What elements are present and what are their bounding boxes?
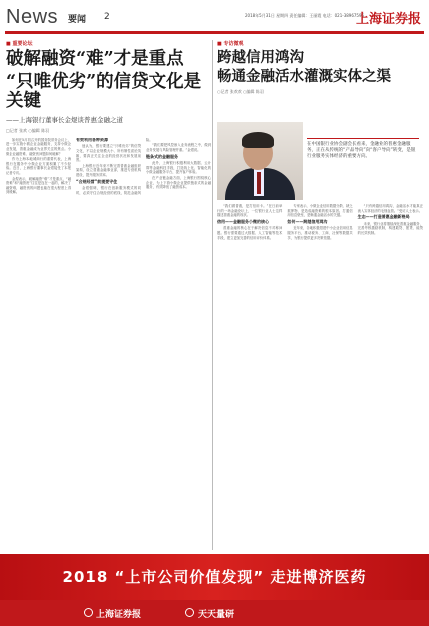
paragraph: 普惠金融的核心在于解决信息不对称问题。银行需要通过大数据、人工智能等技术手段，建立更加完善的信用评价体系。: [217, 226, 283, 240]
portrait-photo: [217, 122, 303, 200]
advert-banner[interactable]: [0, 554, 429, 600]
paragraph: 如何在5月初召开的国务院常务会议上，进一步实施小微企业金融服务，支持小微企业发展，普惠金融成为业界关注的焦点。小微企业融资难、融资贵问题如何破解？: [6, 137, 71, 156]
paragraph: 作为上海本地城商行的重要代表，上海银行在服务中小微企业方面积累了不少经验。近日，上海银行董事长金煜接受了本报记者专访。: [6, 157, 71, 175]
paragraph: “只有跨越信用鸿沟，金融活水才能真正流入实体经济的毛细血管。”受访人士表示。: [357, 204, 423, 213]
left-subtitle: ——上海银行董事长金煜谈普惠金融之道: [6, 115, 123, 124]
right-headline-line1: 跨越信用鸿沟: [217, 49, 304, 66]
right-article-body: [217, 204, 423, 550]
right-byline: ○记者 张欢欢 ○编辑 陈羽: [217, 89, 264, 95]
paragraph: 未来，银行业将继续深化普惠金融服务，完善考核激励机制，构建敢贷、愿贷、能贷的长效机制。: [357, 221, 423, 235]
left-article-body: [6, 138, 211, 558]
subheading: 链条式的金融服务: [146, 153, 178, 159]
column-divider: [212, 40, 213, 550]
banner-text: 2018 “上市公司价值发现” 走进博济医药: [62, 568, 367, 586]
left-article-tag: ■ 重要论坛: [6, 40, 211, 47]
paragraph: 近年来，各地积极搭建中小企业信用信息服务平台，推动税务、工商、社保等数据共享，为银行提供更多决策依据。: [287, 226, 353, 240]
section-word: News: [6, 6, 59, 28]
right-article: [217, 40, 423, 550]
header-rule: [5, 31, 424, 34]
page-header: [0, 0, 429, 34]
paragraph: 他认为，银行要建立“只唯优劣”的信贷文化，不以企业规模大小、所有制性质论英雄，要真正关注企业的经营状况和发展前景。: [76, 144, 141, 163]
newspaper-logo: 上海证券报: [355, 12, 421, 27]
footer-logo-right: 天天量研: [198, 610, 235, 620]
paragraph: “我们要把风控嵌入业务流程之中，做到业务发展与风险管理并重。”金煜说。: [146, 143, 211, 152]
pull-quote: 在中国银行业协会副会长看来，金融业的普惠金融服务，正在从传统的“产品导向”向“客户导向”转变，是银行业服务实体经济的重要方向。: [307, 138, 419, 160]
issue-info: 2018年5月31日 星期四 责任编辑：王丽霞 电话：021-38967596: [245, 13, 365, 18]
section-name: 要闻: [68, 15, 87, 25]
paragraph: 在产业链金融方面，上海银行围绕核心企业，为上下游小微企业提供链条式的金融服务，有效降低了融资成本。: [146, 175, 211, 190]
subheading: 有效利用各种资源: [76, 137, 108, 142]
paragraph: “我们做普惠，是打信用卡。”在日前举行的一场金融论坛上，一位银行业人士这样描述普惠金融的现状。: [217, 204, 283, 218]
paragraph: 金煜强调，银行在创新服务模式的同时，必须守住合规经营的底线，防范金融风险。: [76, 137, 153, 195]
paragraph: 此外，上海银行积极利用大数据、云计算等金融科技手段，打造线上化、智能化的小微金融服务平台，提升客户体验。: [146, 161, 211, 175]
right-headline-line2: 畅通金融活水灌溉实体之渠: [217, 68, 391, 86]
paragraph: 上海银行近年来不断完善普惠金融组织架构，设立普惠金融事业部，推进专营机构建设，提升服务效率。: [76, 163, 141, 177]
subheading: 如何——跨越信用鸿沟: [287, 218, 328, 224]
left-article: [6, 40, 211, 550]
left-headline-line1: 破解融资“难”才是重点: [6, 49, 184, 69]
subheading: “合规经营”前提要守住: [76, 178, 118, 184]
paragraph: 金煜表示，破解融资“难”才是重点，“融资难”和“融资贵”往往是连在一起的，解决了融资难，融资贵的问题也能在很大程度上得到缓解。: [6, 176, 71, 195]
left-byline: □记者 张欢 ○编辑 陈羽: [6, 127, 50, 133]
left-headline-line2: “只唯优劣”的信贷文化是关键: [6, 71, 202, 112]
circle-logo-icon: [84, 608, 93, 617]
circle-logo-icon: [185, 608, 194, 617]
subheading: 信用——金融服务小微的核心: [217, 218, 269, 224]
paragraph: 专家表示，小微企业信用数据分散、缺乏抵押物，是造成融资难的根本原因。打通信用信息壁垒，是畅通金融活水的关键。: [287, 204, 353, 218]
subheading: 生态——打造普惠金融新格局: [357, 214, 410, 220]
right-article-tag: ■ 专访微观: [217, 40, 423, 47]
page-number: 2: [104, 12, 110, 22]
footer-logo-left: 上海证券报: [96, 610, 142, 620]
page-footer: [0, 600, 429, 626]
